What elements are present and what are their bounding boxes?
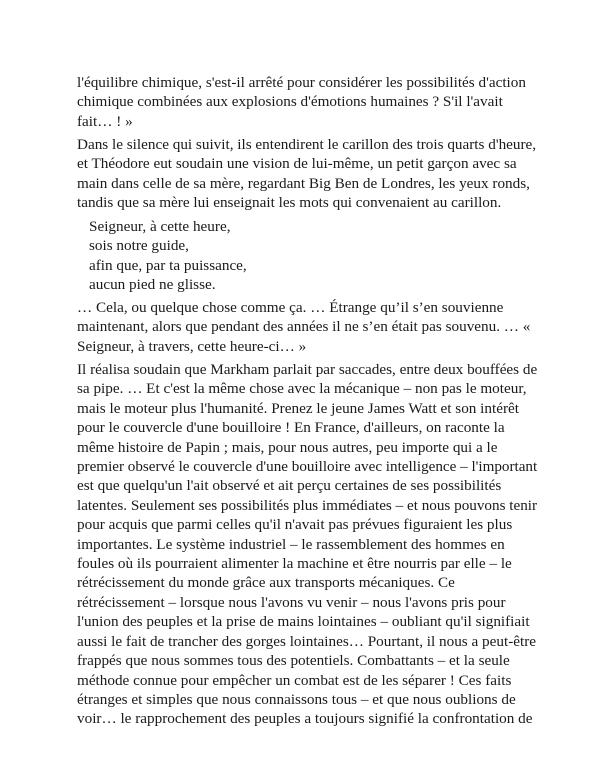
text-line: rétrécissement du monde grâce aux transports mécaniques. Ce (77, 574, 455, 592)
paragraph-1 (77, 73, 537, 131)
paragraph-2 (77, 135, 537, 213)
text-line: tandis que sa mère lui enseignait les mots qui convenaient au carillon. (77, 194, 502, 212)
text-line: aussi le fait de trancher des gorges lointaines… Pourtant, il nous a peut-être (77, 632, 537, 650)
text-line: l'union des peuples et la prise de mains lointaines – oubliant qu'il signifiait (77, 613, 530, 631)
text-line: mais le moteur plus l'humanité. Prenez le jeune James Watt et son intérêt (77, 399, 519, 417)
verse-line: Seigneur, à cette heure, (89, 218, 231, 235)
text-line: est que quelqu'un l'ait observé et ait perçu certaines de ses possibilités (77, 477, 502, 495)
text-line: chimique combinées aux explosions d'émotions humaines ? S'il l'avait (77, 93, 503, 111)
text-line: Seigneur, à travers, cette heure-ci… » (77, 337, 307, 355)
text-line: fait… ! » (77, 112, 133, 130)
text-line: premier observé le couvercle d'une bouilloire avec intelligence – l'important (77, 458, 538, 476)
text-line: méthode connue pour empêcher un combat est de les séparer ! Ces faits (77, 671, 512, 689)
text-line: voir… le rapprochement des peuples a toujours signifié la confrontation de (77, 710, 533, 728)
text-line: Dans le silence qui suivit, ils entendirent le carillon des trois quarts d'heure, (77, 136, 537, 153)
text-line: rétrécissement – lorsque nous l'avons vu venir – nous l'avons pris pour (77, 593, 506, 611)
verse-line: afin que, par ta puissance, (89, 256, 247, 274)
text-line: étranges et simples que nous connaissons tous – et que nous oublions de (77, 690, 516, 708)
text-line: pour le couvercle d'une bouilloire ! En France, d'ailleurs, on raconte la (77, 419, 505, 437)
text-line: et Théodore eut soudain une vision de lui-même, un petit garçon avec sa (77, 155, 517, 173)
text-line: main dans celle de sa mère, regardant Big Ben de Londres, les yeux ronds, (77, 174, 530, 192)
text-line: pour acquis que parmi celles qu'il n'avait pas prévues figuraient les plus (77, 516, 513, 534)
text-line: Il réalisa soudain que Markham parlait par saccades, entre deux bouffées de (77, 361, 538, 378)
verse-block (89, 217, 549, 295)
text-line: latentes. Seulement ses possibilités plus immédiates – et nous pouvons tenir (77, 496, 538, 514)
text-line: sa pipe. … Et c'est la même chose avec la mécanique – non pas le moteur, (77, 380, 527, 398)
text-line: frappés que nous sommes tous des potentiels. Combattants – et la seule (77, 652, 510, 670)
text-line: foules où ils pourraient alimenter la machine et être nourris par elle – le (77, 555, 512, 573)
paragraph-4 (77, 360, 537, 729)
text-line: même histoire de Papin ; mais, pour nous autres, peu importe qui a le (77, 438, 498, 456)
text-line: l'équilibre chimique, s'est-il arrêté pour considérer les possibilités d'action (77, 74, 526, 91)
text-line: … Cela, ou quelque chose comme ça. … Étrange qu’il s’en souvienne (77, 299, 504, 316)
text-line: maintenant, alors que pendant des années il ne s’en était pas souvenu. … « (77, 318, 531, 336)
verse-line: aucun pied ne glisse. (89, 276, 216, 294)
text-line: importantes. Le système industriel – le rassemblement des hommes en (77, 535, 505, 553)
verse-line: sois notre guide, (89, 237, 189, 255)
paragraph-3 (77, 298, 537, 356)
